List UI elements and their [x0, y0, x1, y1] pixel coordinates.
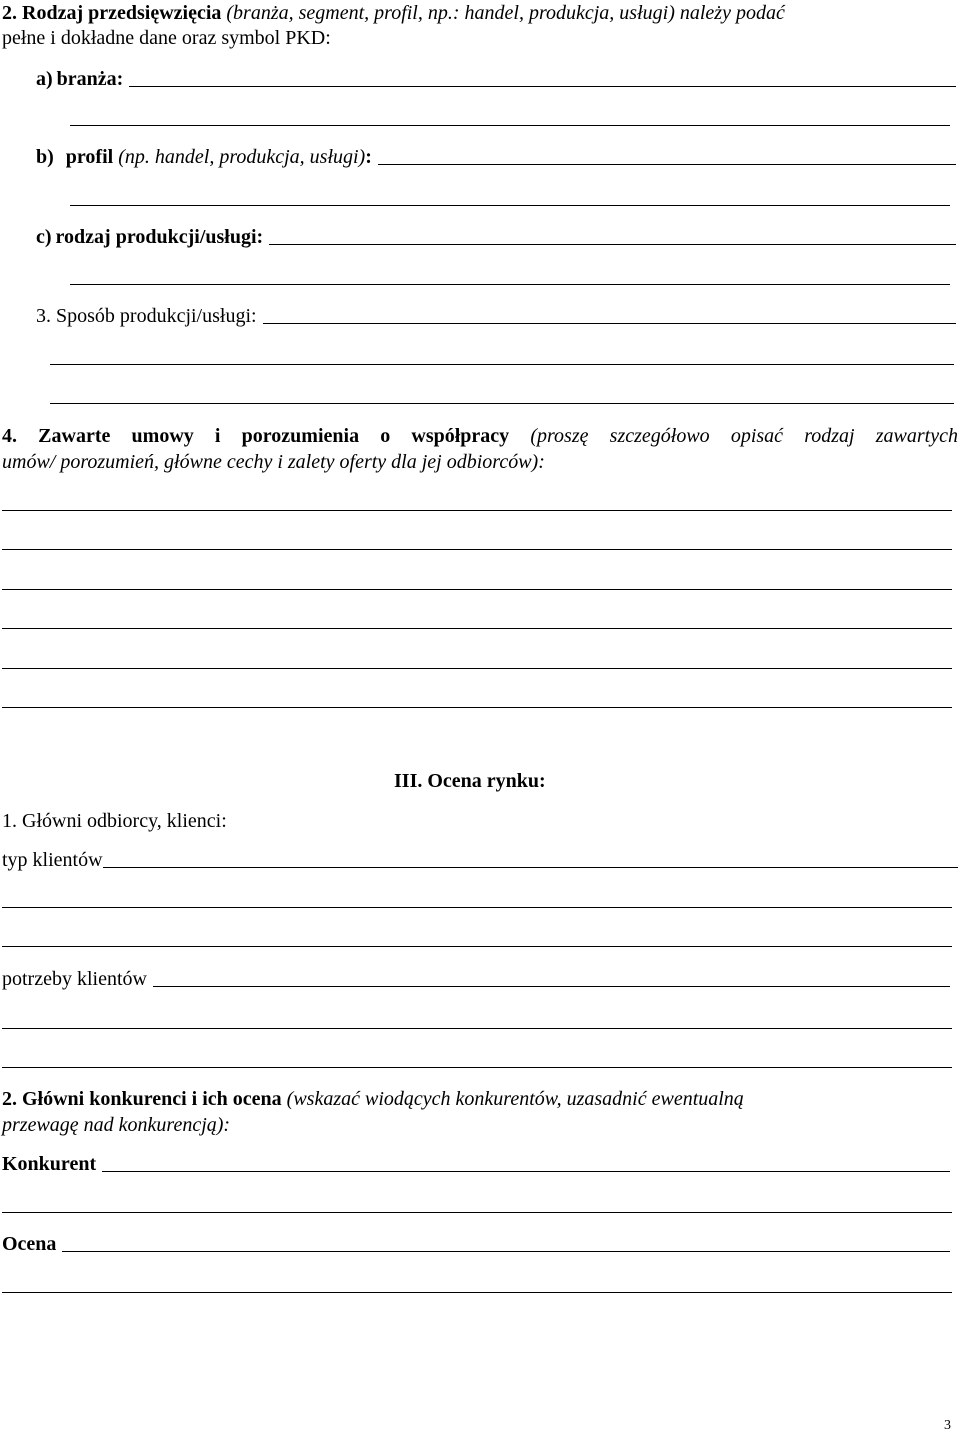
- umowy-line-5[interactable]: [2, 668, 952, 669]
- umowy-line-1[interactable]: [2, 510, 952, 511]
- field-ocena[interactable]: [2, 1233, 950, 1256]
- konkurent-label: Konkurent: [2, 1153, 97, 1175]
- ocena-input-line[interactable]: [62, 1251, 950, 1252]
- konkurenci-hint-line-2: przewagę nad konkurencją):: [2, 1114, 231, 1136]
- profil-input-line-2[interactable]: [70, 205, 950, 206]
- profil-colon: :: [365, 146, 372, 168]
- section-2-subheading: pełne i dokładne dane oraz symbol PKD:: [2, 27, 331, 49]
- field-typ-klientow[interactable]: [2, 849, 958, 872]
- umowy-line-4[interactable]: [2, 628, 952, 629]
- branza-label: a) branża:: [36, 68, 124, 90]
- branza-input-line-2[interactable]: [70, 125, 950, 126]
- konkurenci-title: 2. Główni konkurenci i ich ocena: [2, 1088, 282, 1110]
- konkurent-line-2[interactable]: [2, 1212, 952, 1213]
- potrzeby-klientow-label: potrzeby klientów: [2, 968, 147, 990]
- field-sposob[interactable]: [36, 305, 956, 328]
- section-4-hint: (proszę szczegółowo opisać rodzaj zawartych: [530, 425, 958, 447]
- profil-hint: (np. handel, produkcja, usługi): [118, 146, 366, 168]
- section-4-hint-line-2: umów/ porozumień, główne cechy i zalety oferty dla jej odbiorców):: [2, 451, 545, 473]
- field-konkurent[interactable]: [2, 1153, 950, 1176]
- typ-klientow-line-2[interactable]: [2, 907, 952, 908]
- rodzaj-label: c) rodzaj produkcji/usługi:: [36, 226, 264, 248]
- konkurenci-hint: (wskazać wiodących konkurentów, uzasadnić ewentualną: [286, 1088, 744, 1110]
- potrzeby-klientow-line-2[interactable]: [2, 1028, 952, 1029]
- sposob-input-line-3[interactable]: [50, 403, 954, 404]
- field-potrzeby-klientow[interactable]: [2, 968, 950, 991]
- field-profil[interactable]: [36, 146, 956, 169]
- profil-letter: b): [36, 146, 54, 168]
- sposob-input-line[interactable]: [263, 323, 956, 324]
- typ-klientow-line-3[interactable]: [2, 946, 952, 947]
- potrzeby-klientow-input-line[interactable]: [153, 986, 950, 987]
- section-2-title: 2. Rodzaj przedsięwzięcia: [2, 2, 222, 24]
- page-number: 3: [944, 1418, 951, 1433]
- potrzeby-klientow-line-3[interactable]: [2, 1067, 952, 1068]
- typ-klientow-input-line[interactable]: [103, 867, 958, 868]
- field-branza[interactable]: [36, 68, 956, 91]
- umowy-line-6[interactable]: [2, 707, 952, 708]
- ocena-label: Ocena: [2, 1233, 57, 1255]
- typ-klientow-label: typ klientów: [2, 849, 103, 871]
- konkurent-input-line[interactable]: [102, 1171, 950, 1172]
- branza-input-line[interactable]: [129, 86, 956, 87]
- rodzaj-input-line-2[interactable]: [70, 284, 950, 285]
- umowy-line-2[interactable]: [2, 549, 952, 550]
- ocena-line-2[interactable]: [2, 1292, 952, 1293]
- rodzaj-input-line[interactable]: [269, 244, 956, 245]
- section-2-heading: [2, 2, 958, 25]
- section-III-title: III. Ocena rynku:: [394, 770, 546, 792]
- section-4-title: 4. Zawarte umowy i porozumienia o współpracy: [2, 425, 510, 447]
- glowni-odbiorcy-label: 1. Główni odbiorcy, klienci:: [2, 810, 227, 832]
- umowy-line-3[interactable]: [2, 589, 952, 590]
- profil-input-line[interactable]: [378, 164, 956, 165]
- section-2-hint: (branża, segment, profil, np.: handel, produkcja, usługi) należy podać: [226, 2, 785, 24]
- section-4-heading: [2, 425, 958, 451]
- sposob-label: 3. Sposób produkcji/usługi:: [36, 305, 257, 327]
- sposob-input-line-2[interactable]: [50, 364, 954, 365]
- field-rodzaj[interactable]: [36, 226, 956, 249]
- profil-label: profil: [65, 146, 114, 168]
- konkurenci-heading: [2, 1088, 744, 1111]
